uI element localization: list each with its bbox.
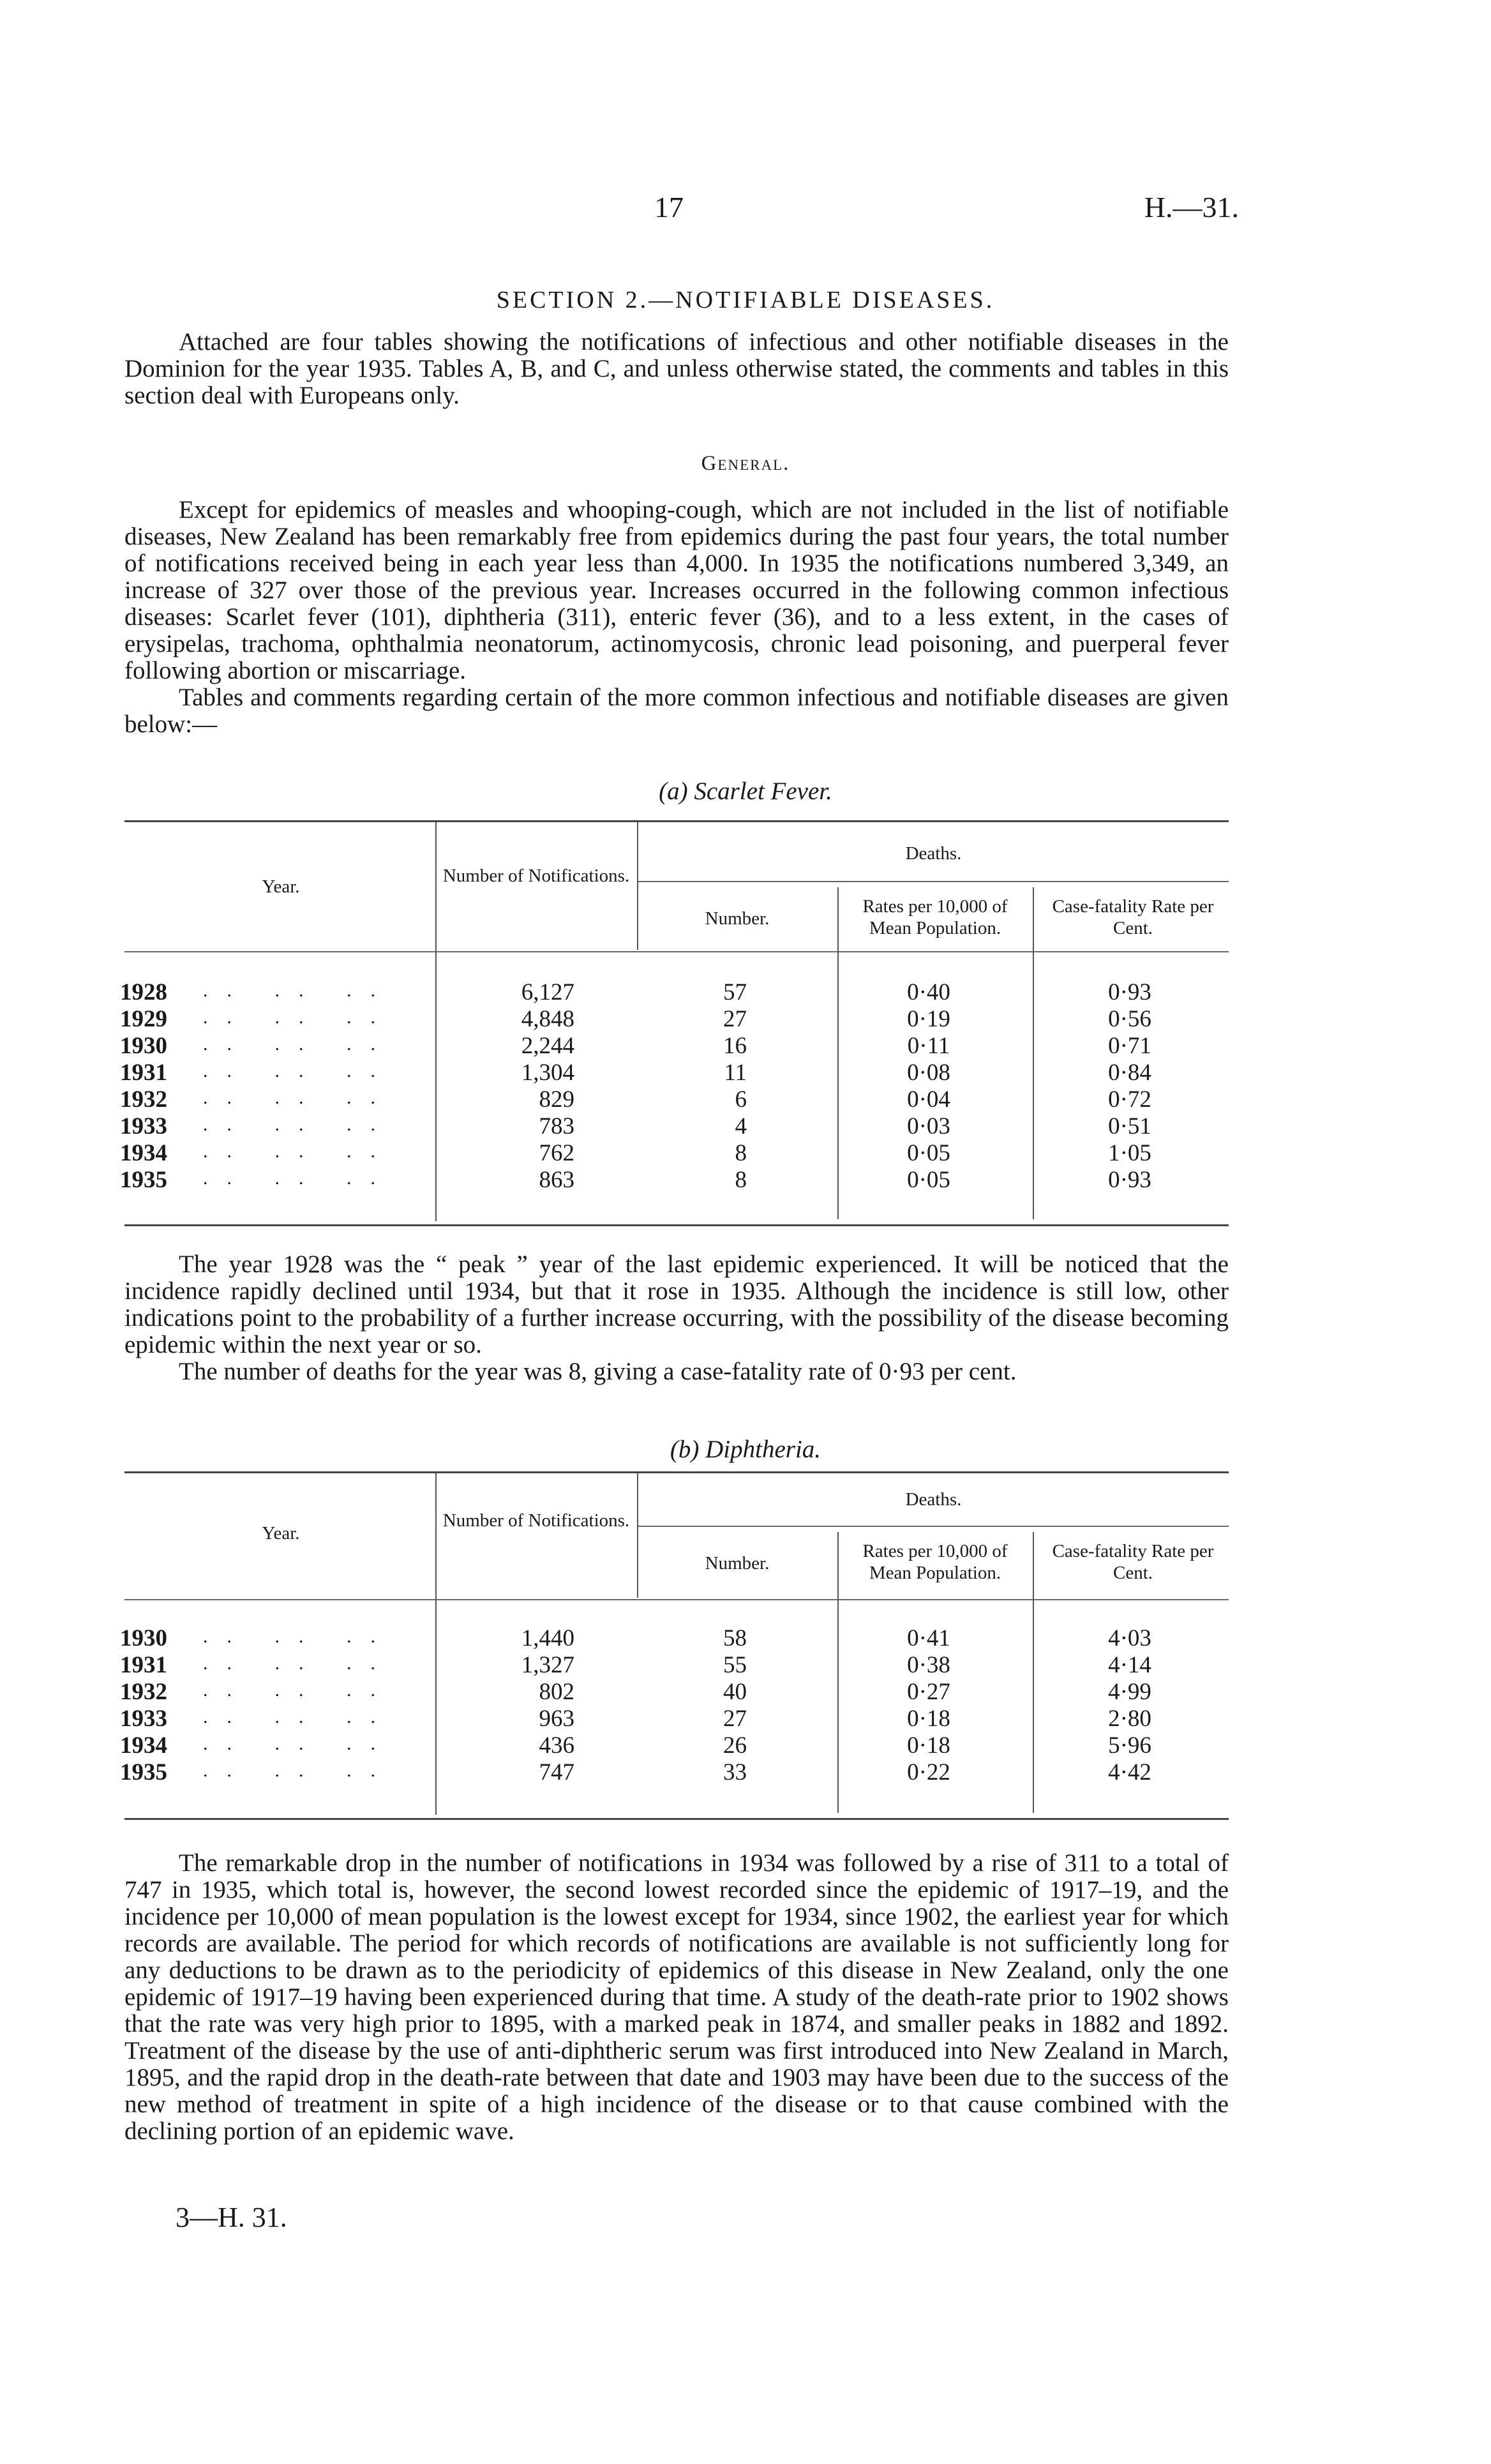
leader-dots: .. .. ..: [203, 1760, 394, 1781]
table-a-deaths-rule: [637, 881, 1229, 882]
rate-cell: 0·18: [907, 1706, 950, 1732]
rate-cell: 0·08: [907, 1060, 950, 1086]
year-cell: 1931: [120, 1652, 167, 1678]
year-cell: 1935: [120, 1759, 167, 1785]
scarlet-paragraph-2: The number of deaths for the year was 8, giving a case-fatality rate of 0·93 per cent.: [179, 1358, 1017, 1385]
deaths-cell: 27: [723, 1706, 747, 1732]
leader-dots: .. .. ..: [203, 1007, 394, 1028]
notifications-cell: 783: [539, 1113, 574, 1139]
leader-dots: .. .. ..: [203, 1060, 394, 1081]
year-cell: 1935: [120, 1167, 167, 1193]
case-fatality-cell: 1·05: [1108, 1140, 1151, 1166]
diphtheria-comments: [124, 1850, 1229, 2145]
table-a-divider-3: [837, 887, 839, 1219]
scarlet-paragraph-1: The year 1928 was the “ peak ” year of the last epidemic experienced. It will be noticed that the incidence rapidly declined until 1934, but that it rose in 1935. Although the incidence is still low, other indications point to the probability of a further increase occurring, with the possibility of the disease becoming epidemic within the next year or so.: [124, 1251, 1229, 1358]
leader-dots: .. .. ..: [203, 1653, 394, 1674]
notifications-cell: 436: [539, 1732, 574, 1759]
case-fatality-cell: 0·56: [1108, 1006, 1151, 1032]
rate-cell: 0·40: [907, 979, 950, 1005]
table-a-bottom-rule: [124, 1224, 1229, 1226]
deaths-cell: 4: [735, 1113, 747, 1139]
leader-dots: .. .. ..: [203, 1114, 394, 1135]
footer-signature: 3—H. 31.: [176, 2202, 287, 2233]
leader-dots: .. .. ..: [203, 1733, 394, 1754]
table-a-divider-1: [435, 822, 437, 1221]
deaths-cell: 57: [723, 979, 747, 1005]
year-cell: 1930: [120, 1033, 167, 1059]
diphtheria-paragraph: The remarkable drop in the number of notifications in 1934 was followed by a rise of 311 to a total of 747 in 1935, which total is, however, the second lowest recorded since the epidemic of 1917–19, and the incidence per 10,000 of mean population is the lowest except for 1934, since 1902, the earliest year for which records are available. The period for which records of notifications are available is not sufficiently long for any deductions to be drawn as to the periodicity of epidemics of this disease in New Zealand, only the one epidemic of 1917–19 having been experienced during that time. A study of the death-rate prior to 1902 shows that the rate was very high prior to 1895, with a marked peak in 1874, and smaller peaks in 1882 and 1892. Treatment of the disease by the use of anti-diphtheric serum was first introduced into New Zealand in March, 1895, and the rapid drop in the death-rate between that date and 1903 may have been due to the success of the new method of treatment in spite of a high incidence of the disease or to that cause combined with the declining portion of an epidemic wave.: [124, 1849, 1229, 2145]
table-a-header-rates: Rates per 10,000 of Mean Population.: [862, 896, 1008, 938]
table-a-top-rule: [124, 820, 1229, 822]
leader-dots: .. .. ..: [203, 1679, 394, 1701]
table-a-header-notifications: Number of Notifications.: [442, 866, 630, 886]
case-fatality-cell: 0·93: [1108, 1167, 1151, 1193]
year-cell: 1932: [120, 1679, 167, 1705]
rate-cell: 0·19: [907, 1006, 950, 1032]
leader-dots: .. .. ..: [203, 1087, 394, 1108]
rate-cell: 0·27: [907, 1679, 950, 1705]
year-cell: 1932: [120, 1086, 167, 1113]
table-a-header-deaths: Deaths.: [905, 843, 962, 864]
table-b-bottom-rule: [124, 1818, 1229, 1820]
deaths-cell: 26: [723, 1732, 747, 1759]
deaths-cell: 11: [724, 1060, 747, 1086]
year-cell: 1928: [120, 979, 167, 1005]
leader-dots: .. .. ..: [203, 1626, 394, 1647]
year-cell: 1929: [120, 1006, 167, 1032]
table-b-header-rates: Rates per 10,000 of Mean Population.: [862, 1541, 1008, 1583]
table-b-divider-3: [837, 1532, 839, 1813]
case-fatality-cell: 4·14: [1108, 1652, 1151, 1678]
intro-paragraph: [124, 329, 1229, 409]
table-b-header-number: Number.: [705, 1553, 770, 1574]
table-a-divider-4: [1033, 887, 1034, 1219]
notifications-cell: 1,304: [521, 1060, 574, 1086]
deaths-cell: 58: [723, 1625, 747, 1651]
case-fatality-cell: 4·03: [1108, 1625, 1151, 1651]
deaths-cell: 33: [723, 1759, 747, 1785]
table-a-header-year: Year.: [262, 876, 300, 897]
case-fatality-cell: 0·84: [1108, 1060, 1151, 1086]
leader-dots: .. .. ..: [203, 980, 394, 1001]
case-fatality-cell: 0·72: [1108, 1086, 1151, 1113]
table-a-header-rule: [124, 951, 1229, 952]
general-paragraph-2: Tables and comments regarding certain of the more common infectious and notifiable diseases are given below:—: [124, 684, 1229, 738]
table-a-caption: (a) Scarlet Fever.: [659, 778, 832, 805]
year-cell: 1930: [120, 1625, 167, 1651]
notifications-cell: 829: [539, 1086, 574, 1113]
case-fatality-cell: 5·96: [1108, 1732, 1151, 1759]
document-reference: H.—31.: [1144, 191, 1239, 223]
case-fatality-cell: 0·51: [1108, 1113, 1151, 1139]
table-b-divider-4: [1033, 1532, 1034, 1813]
notifications-cell: 863: [539, 1167, 574, 1193]
year-cell: 1933: [120, 1706, 167, 1732]
leader-dots: .. .. ..: [203, 1141, 394, 1162]
deaths-cell: 6: [735, 1086, 747, 1113]
year-cell: 1931: [120, 1060, 167, 1086]
general-section: [124, 497, 1229, 738]
rate-cell: 0·38: [907, 1652, 950, 1678]
rate-cell: 0·11: [907, 1033, 950, 1059]
year-cell: 1934: [120, 1140, 167, 1166]
year-cell: 1934: [120, 1732, 167, 1759]
notifications-cell: 762: [539, 1140, 574, 1166]
notifications-cell: 747: [539, 1759, 574, 1785]
table-b-header-case-fatality: Case-fatality Rate per Cent.: [1052, 1541, 1214, 1583]
rate-cell: 0·05: [907, 1167, 950, 1193]
year-cell: 1933: [120, 1113, 167, 1139]
table-a-divider-2: [637, 822, 638, 950]
table-b-header-deaths: Deaths.: [905, 1489, 962, 1510]
table-b-divider-1: [435, 1473, 437, 1815]
case-fatality-cell: 0·93: [1108, 979, 1151, 1005]
table-b-caption: (b) Diphtheria.: [670, 1436, 821, 1463]
leader-dots: .. .. ..: [203, 1168, 394, 1189]
rate-cell: 0·22: [907, 1759, 950, 1785]
general-paragraph-1: Except for epidemics of measles and whooping-cough, which are not included in the list of notifiable diseases, New Zealand has been remarkably free from epidemics during the past four years, the total number of notifications received being in each year less than 4,000. In 1935 the notifications numbered 3,349, an increase of 327 over those of the previous year. Increases occurred in the following common infectious diseases: Scarlet fever (101), diphtheria (311), enteric fever (36), and to a less extent, in the cases of erysipelas, trachoma, ophthalmia neonatorum, actinomycosis, chronic lead poisoning, and puerperal fever following abortion or miscarriage.: [124, 496, 1229, 684]
notifications-cell: 4,848: [521, 1006, 574, 1032]
table-b-header-year: Year.: [262, 1523, 300, 1544]
notifications-cell: 802: [539, 1679, 574, 1705]
page-number: 17: [654, 191, 684, 223]
notifications-cell: 1,440: [521, 1625, 574, 1651]
case-fatality-cell: 0·71: [1108, 1033, 1151, 1059]
table-a-header-case-fatality: Case-fatality Rate per Cent.: [1052, 896, 1214, 938]
rate-cell: 0·04: [907, 1086, 950, 1113]
case-fatality-cell: 4·42: [1108, 1759, 1151, 1785]
table-b-header-rule: [124, 1599, 1229, 1600]
deaths-cell: 40: [723, 1679, 747, 1705]
table-b-deaths-rule: [637, 1526, 1229, 1527]
leader-dots: .. .. ..: [203, 1033, 394, 1055]
table-a-header-number: Number.: [705, 908, 770, 929]
intro-text: Attached are four tables showing the notifications of infectious and other notifiable diseases in the Dominion for the year 1935. Tables A, B, and C, and unless otherwise stated, the comments and tables in this section deal with Europeans only.: [124, 328, 1229, 409]
deaths-cell: 8: [735, 1140, 747, 1166]
deaths-cell: 16: [723, 1033, 747, 1059]
rate-cell: 0·41: [907, 1625, 950, 1651]
notifications-cell: 6,127: [521, 979, 574, 1005]
notifications-cell: 2,244: [521, 1033, 574, 1059]
deaths-cell: 8: [735, 1167, 747, 1193]
rate-cell: 0·18: [907, 1732, 950, 1759]
scarlet-comments: [124, 1251, 1229, 1385]
case-fatality-cell: 4·99: [1108, 1679, 1151, 1705]
notifications-cell: 1,327: [521, 1652, 574, 1678]
section-title: SECTION 2.—NOTIFIABLE DISEASES.: [496, 287, 995, 313]
rate-cell: 0·05: [907, 1140, 950, 1166]
leader-dots: .. .. ..: [203, 1706, 394, 1727]
deaths-cell: 55: [723, 1652, 747, 1678]
general-heading: General.: [701, 452, 790, 475]
notifications-cell: 963: [539, 1706, 574, 1732]
table-b-header-notifications: Number of Notifications.: [442, 1510, 630, 1531]
rate-cell: 0·03: [907, 1113, 950, 1139]
deaths-cell: 27: [723, 1006, 747, 1032]
case-fatality-cell: 2·80: [1108, 1706, 1151, 1732]
table-b-top-rule: [124, 1471, 1229, 1473]
